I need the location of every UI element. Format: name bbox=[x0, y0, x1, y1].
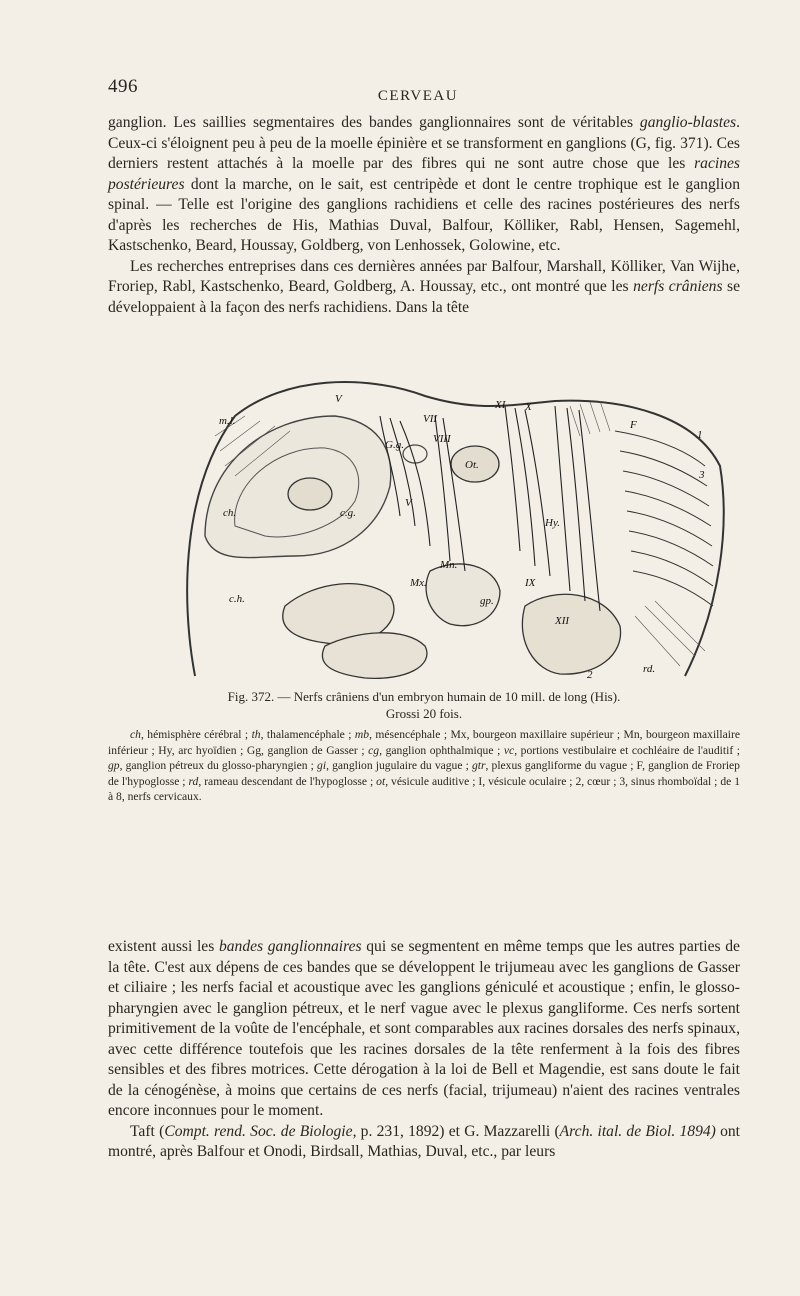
embryo-cranial-nerves-figure bbox=[175, 376, 735, 686]
label-cg: c.g. bbox=[340, 507, 356, 519]
italic-run: th bbox=[251, 728, 261, 741]
page-number: 496 bbox=[108, 76, 138, 97]
italic-run: rd bbox=[188, 774, 199, 788]
text-run: Taft ( bbox=[130, 1122, 165, 1140]
text-run: , ganglion jugulaire du vague ; bbox=[326, 759, 472, 773]
label-ot: Ot. bbox=[465, 459, 479, 471]
text-run: se développaient à la façon des nerfs rachidiens. Dans la tête bbox=[108, 278, 740, 316]
label-three: 3 bbox=[699, 469, 705, 481]
text-run: , hémisphère cérébral ; bbox=[140, 728, 252, 741]
label-x: X bbox=[525, 401, 532, 413]
italic-run: ot bbox=[376, 774, 386, 788]
italic-run: gi bbox=[317, 759, 327, 773]
italic-run: vc bbox=[503, 743, 515, 757]
figure-caption-line1: Fig. 372. — Nerfs crâniens d'un embryon humain de 10 mill. de long (His). bbox=[227, 689, 621, 704]
text-run: . Ceux-ci s'éloignent peu à peu de la moelle épinière et se transforment en ganglions (G, fig. 371). Ces derniers restent attachés à la moelle par des fibres qui ne sont autre chose que les bbox=[108, 114, 740, 172]
label-mn: Mn. bbox=[440, 559, 458, 571]
label-gg: G.g. bbox=[385, 439, 404, 451]
text-run: , thalamencéphale ; bbox=[260, 728, 355, 741]
text-run: , rameau descendant de l'hypoglosse ; bbox=[198, 774, 377, 788]
text-run: , ganglion pétreux du glosso-pharyngien ; bbox=[119, 759, 318, 773]
figure-caption-line2: Grossi 20 fois. bbox=[385, 706, 463, 721]
italic-run: cg bbox=[368, 743, 380, 757]
label-xii: XII bbox=[555, 615, 570, 627]
text-run: existent aussi les bbox=[108, 938, 219, 955]
figure-legend bbox=[108, 727, 740, 805]
text-run: , ganglion ophthalmique ; bbox=[379, 743, 504, 757]
text-run: Les recherches entreprises dans ces dernières années par Balfour, Marshall, Kölliker, Van Wijhe, Froriep, Rabl, Kastschenko, Beard, Goldberg, A. Houssay, etc., ont montré que les bbox=[108, 257, 740, 295]
paragraph bbox=[108, 937, 740, 1122]
label-gp: gp. bbox=[480, 595, 494, 607]
label-viii: VIII bbox=[433, 433, 451, 445]
text-run: , mésencéphale ; Mx, bourgeon maxillaire supérieur ; Mn, bourgeon maxillaire inférieur ; Hy, arc hyoïdien ; Gg, ganglion de Gasser ; bbox=[108, 728, 740, 757]
label-one: 1 bbox=[697, 429, 703, 441]
label-mx: Mx. bbox=[410, 577, 427, 589]
italic-run: nerfs crâniens bbox=[633, 278, 723, 295]
figure-caption bbox=[108, 688, 740, 722]
label-rd: rd. bbox=[643, 663, 656, 675]
text-run: , vésicule auditive ; I, vésicule oculaire ; 2, cœur ; 3, sinus rhomboïdal ; de 1 à 8, nerfs cervicaux. bbox=[108, 774, 740, 804]
italic-run: gp bbox=[108, 759, 120, 773]
text-run: dont la marche, on le sait, est centripède et dont le centre trophique est le ganglion spinal. — Telle est l'origine des ganglions rachidiens et celle des racines postérieures des nerfs d'après les recherches de His, Mathias Duval, Balfour, Kölliker, Rabl, Hensen, Sagemehl, Kastschenko, Beard, Houssay, Goldberg, von Lenhossek, Golowine, etc. bbox=[108, 175, 740, 254]
page-header bbox=[108, 76, 728, 106]
text-run: ont montré, après Balfour et Onodi, Birdsall, Mathias, Duval, etc., par leurs bbox=[108, 1122, 741, 1160]
paragraph bbox=[108, 257, 740, 319]
italic-run: ch bbox=[130, 728, 141, 741]
italic-run: bandes ganglionnaires bbox=[218, 938, 362, 955]
label-ix: IX bbox=[525, 577, 536, 589]
italic-run: gtr bbox=[471, 759, 486, 773]
paragraph bbox=[108, 113, 740, 257]
cervical-segments bbox=[615, 431, 713, 606]
italic-run: mb bbox=[354, 728, 370, 741]
italic-run: ganglio-blastes bbox=[639, 114, 737, 131]
text-run: , portions vestibulaire et cochléaire de l'auditif ; bbox=[514, 743, 740, 757]
label-v-top: V bbox=[335, 393, 342, 405]
body-text-bottom bbox=[108, 937, 740, 1163]
italic-run: racines postérieures bbox=[108, 155, 740, 193]
label-ml: m.l. bbox=[219, 415, 236, 427]
label-two: 2 bbox=[587, 669, 593, 681]
italic-run: Compt. rend. Soc. de Biologie bbox=[164, 1122, 353, 1140]
paragraph bbox=[108, 1122, 740, 1163]
label-ch2: c.h. bbox=[229, 593, 245, 605]
label-vii: VII bbox=[423, 413, 438, 425]
label-xi: XI bbox=[495, 399, 506, 411]
label-hy: Hy. bbox=[545, 517, 560, 529]
label-v: V bbox=[405, 497, 412, 509]
label-ch: ch. bbox=[223, 507, 237, 519]
optic-vesicle bbox=[288, 478, 332, 510]
heart bbox=[522, 594, 620, 674]
text-run: qui se segmentent en même temps que les autres parties de la tête. C'est aux dépens de ces bandes que se développent le trijumeau avec les ganglions de Gasser et ciliaire ; les nerfs facial et acoustique avec les ganglions géniculé et acoustique ; enfin, le glosso-pharyngien avec le ganglion pétreux, et le nerf vague avec le plexus gangliforme. Ces nerfs sortent primitivement de la voûte de l'encéphale, et sont comparables aux racines dorsales des nerfs spinaux, avec cette différence toutefois que les racines dorsales de la tête renferment à la fois des fibres sensibles et des fibres motrices. Cette dérogation à la loi de Bell et Magendie, est sans doute le fait de la cénogénèse, à moins que certains de ces nerfs (facial, trijumeau) n'aient des racines ventrales encore inconnues pour le moment. bbox=[108, 938, 740, 1119]
text-run: , p. 231, 1892) et G. Mazzarelli ( bbox=[352, 1122, 560, 1140]
italic-run: Arch. ital. de Biol. 1894) bbox=[559, 1122, 716, 1140]
running-head: CERVEAU bbox=[377, 88, 459, 104]
text-run: ganglion. Les saillies segmentaires des bandes ganglionnaires sont de véritables bbox=[108, 114, 640, 131]
body-text-top bbox=[108, 113, 740, 318]
text-run: , plexus gangliforme du vague ; F, ganglion de Froriep de l'hypoglosse ; bbox=[108, 759, 740, 788]
label-f: F bbox=[630, 419, 637, 431]
